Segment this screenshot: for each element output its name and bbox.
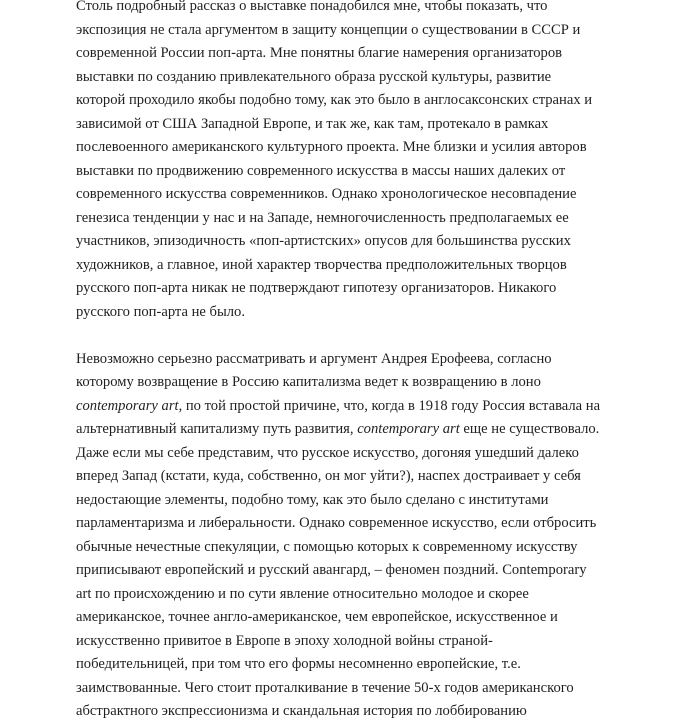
text-line: американское, точнее англо-американское, чем европейское, искусственное и	[76, 609, 558, 625]
text-line: заимствованные. Чего стоит проталкивание в течение 50-х годов американского	[76, 679, 574, 696]
paragraph-1	[76, 0, 606, 324]
paragraph-2	[76, 348, 606, 724]
italic-term: contemporary art	[357, 421, 460, 437]
text-line: русского поп-арта не было.	[76, 303, 246, 320]
text-line: альтернативный капитализму путь развития, contemporary art еще не существовало.	[76, 421, 600, 437]
text-line: абстрактного экспрессионизма и скандальная история по лоббированию	[76, 703, 527, 719]
text-line: которой проходило якобы подобно тому, как это было в англосаксонских странах и	[76, 92, 593, 108]
text-line: недостающие элементы, подобно тому, как это было сделано с институтами	[76, 491, 549, 508]
italic-term: contemporary art	[76, 397, 179, 414]
text-line: art по происхождению и по сути явление относительно молодое и скорее	[76, 585, 529, 602]
text-line: приписывают европейский и русский авангард, – феномен поздний. Contemporary	[76, 562, 587, 578]
text-line: парламентаризма и либеральности. Однако современное искусство, если отбросить	[76, 515, 597, 531]
text-line: победительницей, при том что его формы несомненно европейские, т.е.	[76, 656, 521, 672]
text-line: Невозможно серьезно рассматривать и аргумент Андрея Ерофеева, согласно	[76, 350, 552, 367]
text-line: которому возвращение в Россию капитализма ведет к возвращению в лоно	[76, 374, 541, 390]
text-line: зависимой от США Западной Европе, и так же, как там, протекало в рамках	[76, 115, 549, 132]
text-line: современной России поп-арта. Мне понятны благие намерения организаторов	[76, 45, 563, 61]
text-line: современного искусства современников. Однако хронологическое несовпадение	[76, 186, 577, 202]
text-line: contemporary art, по той простой причине, что, когда в 1918 году Россия вставала на	[76, 397, 601, 414]
text-line: вперед Запад (кстати, куда, собственно, он мог уйти?), наспех достраивает у себя	[76, 468, 581, 484]
text-line: выставки по созданию привлекательного образа русской культуры, развитие	[76, 68, 552, 85]
text-line: обычные нечестные спекуляции, с помощью которых к современному искусству	[76, 538, 578, 555]
text-line: экспозиция не стала аргументом в защиту концепции о существовании в СССР и	[76, 21, 581, 38]
text-line: послевоенного американского культурного проекта. Мне близки и усилия авторов	[76, 139, 587, 155]
text-line: Даже если мы себе представим, что русское искусство, догоняя ушедший далеко	[76, 444, 579, 461]
text-line: выставки по продвижению современного искусства в массы наших далеких от	[76, 162, 566, 179]
text-line: искусственно привитое в Европе в эпоху холодной войны страной-	[76, 632, 493, 649]
text-line: участников, эпизодичность «поп-артистских» опусов для большинства русских	[76, 233, 571, 249]
text-line: художников, а главное, иной характер творчества предположительных творцов	[76, 256, 567, 273]
text-line: русского поп-арта никак не подтверждают гипотезу организаторов. Никакого	[76, 280, 557, 296]
text-line: Столь подробный рассказ о выставке понадобился мне, чтобы показать, что	[76, 0, 548, 14]
text-line: генезиса тенденции у нас и на Западе, немногочисленность предполагаемых ее	[76, 209, 569, 226]
article-text	[76, 0, 606, 724]
